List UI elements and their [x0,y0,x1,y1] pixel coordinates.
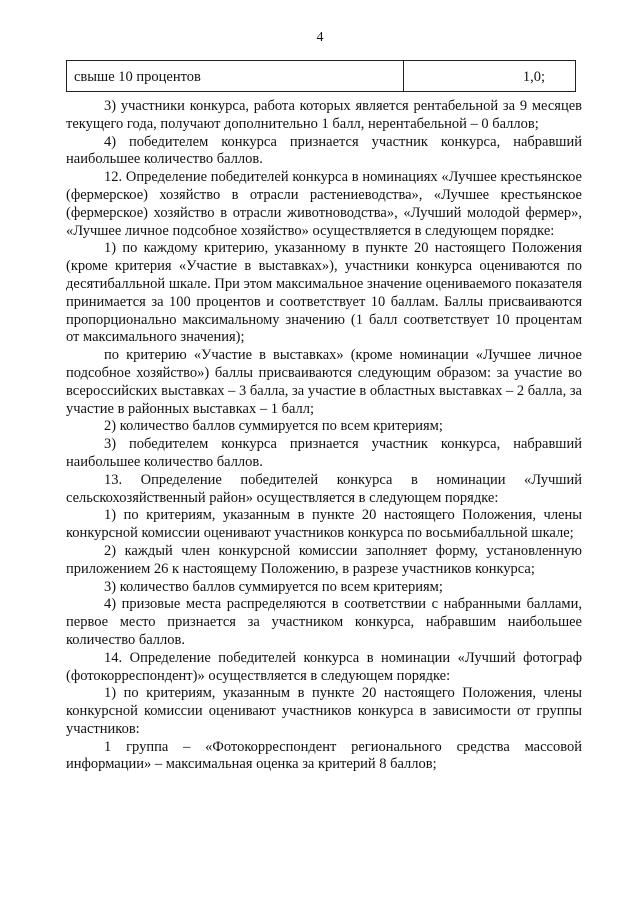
paragraph: по критерию «Участие в выставках» (кроме номинации «Лучшее личное подсобное хозяйство») баллы присваиваются следующим образом: за участие во всероссийских выставках – 3 балла, за участие в областных выставках – 2 балла, за участие в районных выставках – 1 балл; [66,347,582,417]
paragraph: 2) каждый член конкурсной комиссии заполняет форму, установленную приложением 26 к настоящему Положению, в разрезе участников конкурса; [66,542,582,577]
paragraph: 1) по каждому критерию, указанному в пункте 20 настоящего Положения (кроме критерия «Участие в выставках»), участники конкурса оцениваются по десятибалльной шкале. При этом максимальное значение оцениваемого показателя принимается за 100 процентов и соответствует 10 баллам. Баллы присваиваются пропорционально максимальному значению (1 балл соответствует 10 процентам от максимального значения); [66,240,582,346]
paragraph: 1) по критериям, указанным в пункте 20 настоящего Положения, члены конкурсной комиссии оценивают участников конкурса по восьмибалльной шкале; [66,507,582,542]
paragraph: 4) победителем конкурса признается участник конкурса, набравший наибольшее количество баллов. [66,133,582,168]
score-table [66,60,576,92]
paragraph: 1 группа – «Фотокорреспондент регионального средства массовой информации» – максимальная оценка за критерий 8 баллов; [66,738,582,773]
document-body [66,98,582,774]
paragraph: 13. Определение победителей конкурса в номинации «Лучший сельскохозяйственный район» осуществляется в следующем порядке: [66,471,582,506]
paragraph: 3) количество баллов суммируется по всем критериям; [104,578,443,595]
table-cell-value: 1,0; [522,69,545,85]
paragraph: 3) победителем конкурса признается участник конкурса, набравший наибольшее количество баллов. [66,436,582,470]
paragraph: 1) по критериям, указанным в пункте 20 настоящего Положения, члены конкурсной комиссии оценивают участников конкурса в зависимости от группы участников: [66,685,582,737]
table-cell-label: свыше 10 процентов [67,61,404,91]
paragraph: 3) участники конкурса, работа которых является рентабельной за 9 месяцев текущего года, получают дополнительно 1 балл, нерентабельной – 0 баллов; [66,98,582,132]
paragraph: 2) количество баллов суммируется по всем критериям; [104,418,443,435]
paragraph: 4) призовые места распределяются в соответствии с набранными баллами, первое место признается за участником конкурса, набравшим наибольшее количество баллов. [66,596,582,648]
paragraph: 12. Определение победителей конкурса в номинациях «Лучшее крестьянское (фермерское) хозяйство в отрасли растениеводства», «Лучшее крестьянское (фермерское) хозяйство в отрасли животноводства», «Лучший молодой фермер», «Лучшее личное подсобное хозяйство» осуществляется в следующем порядке: [66,169,582,239]
paragraph: 14. Определение победителей конкурса в номинации «Лучший фотограф (фотокорреспондент)» осуществляется в следующем порядке: [66,649,582,684]
page-number: 4 [316,30,324,45]
